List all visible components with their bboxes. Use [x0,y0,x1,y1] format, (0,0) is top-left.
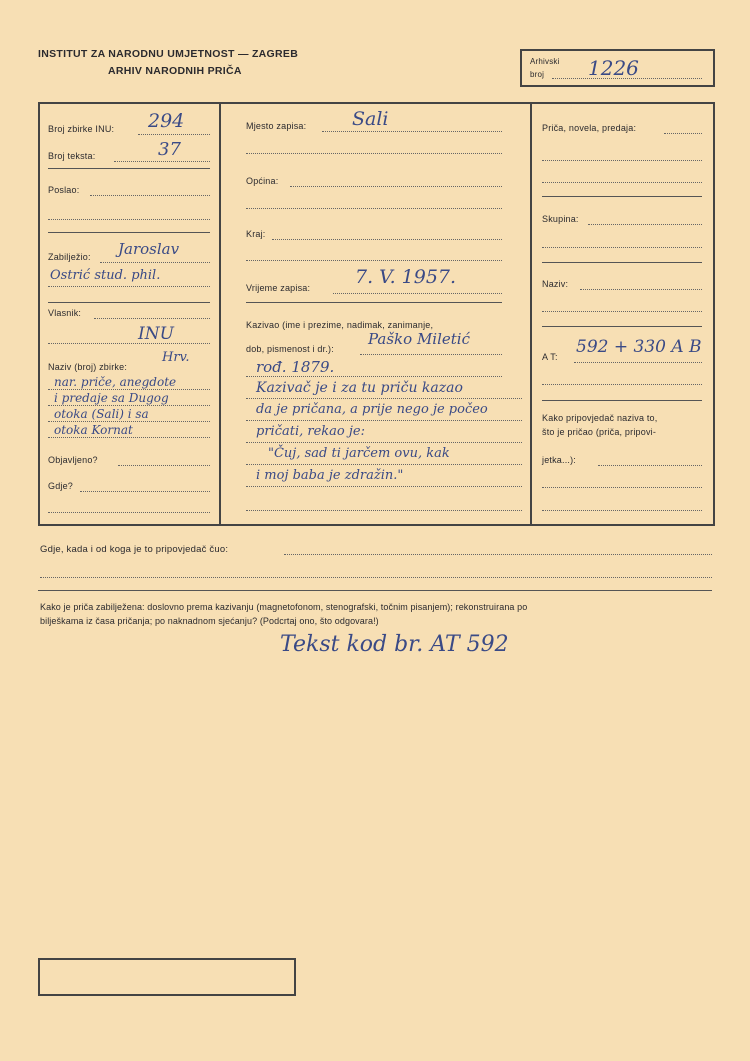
collection-name-value-1: Hrv. [162,350,190,365]
method-text-line-2: bilješkama iz časa pričanja; po naknadnom sjećanju? (Podcrtaj ono, što odgovara!) [40,616,379,626]
narrator-value-1: Paško Miletić [368,330,471,348]
collection-name-label: Naziv (broj) zbirke: [48,362,128,372]
recorded-by-value-1: Jaroslav [118,240,180,258]
collection-name-value-2: nar. priče, anegdote [54,375,177,389]
collection-name-value-4: otoka (Sali) i sa [54,407,149,421]
group-label: Skupina: [542,214,579,224]
owner-value: INU [138,324,174,344]
note-line-5: i moj baba je zdražin." [256,468,404,483]
sent-by-label: Poslao: [48,185,80,195]
place-label: Mjesto zapisa: [246,121,307,131]
title-label: Naziv: [542,279,569,289]
narrator-calls-label-3: jetka...): [542,455,577,465]
date-value: 7. V. 1957. [355,266,457,288]
collection-no-value: 294 [148,110,185,132]
method-text-line-1: Kako je priča zabilježena: doslovno prema kazivanju (magnetofonom, stenografski, točnim pisanjem); rekonstruirana po [40,602,528,612]
method-value: Tekst kod br. AT 592 [280,632,509,657]
main-frame [38,102,715,526]
municipality-label: Općina: [246,176,279,186]
method-text [40,600,720,628]
empty-footer-box [38,958,296,996]
narrator-label-1: Kazivao (ime i prezime, nadimak, zanimanje, [246,320,434,330]
note-line-4: "Čuj, sad ti jarčem ovu, kak [268,446,450,461]
archive-number-label-2: broj [530,70,545,79]
column-divider-left [219,102,221,524]
archive-number-label-1: Arhivski [530,57,560,66]
recorded-by-value-2: Ostrić stud. phil. [50,268,161,283]
archive-title: ARHIV NARODNIH PRIČA [108,65,242,77]
at-label: A T: [542,352,558,362]
where-label: Gdje? [48,481,74,491]
institute-title: INSTITUT ZA NARODNU UMJETNOST — ZAGREB [38,48,299,60]
collection-no-label: Broj zbirke INU: [48,124,115,134]
collection-name-value-5: otoka Kornat [54,423,133,437]
narrator-calls-label-2: što je pričao (priča, pripovi- [542,427,657,437]
narrator-value-2: rođ. 1879. [256,358,335,376]
genre-label: Priča, novela, predaja: [542,123,637,133]
at-value: 592 + 330 A B [576,337,702,357]
published-label: Objavljeno? [48,455,98,465]
recorded-by-label: Zabilježio: [48,252,91,262]
column-divider-right [530,102,532,524]
heard-label: Gdje, kada i od koga je to pripovjedač čuo: [40,544,229,555]
archive-number-line [552,78,702,79]
narrator-label-2: dob, pismenost i dr.): [246,344,334,354]
collection-name-value-3: i predaje sa Dugog [54,391,169,405]
date-label: Vrijeme zapisa: [246,283,311,293]
place-value: Sali [352,108,389,130]
archive-number-value: 1226 [588,56,639,80]
owner-label: Vlasnik: [48,308,82,318]
region-label: Kraj: [246,229,266,239]
note-line-1: Kazivač je i za tu priču kazao [256,380,463,396]
note-line-3: pričati, rekao je: [256,424,365,439]
text-no-value: 37 [158,139,181,160]
text-no-label: Broj teksta: [48,151,96,161]
narrator-calls-label-1: Kako pripovjedač naziva to, [542,413,658,423]
note-line-2: da je pričana, a prije nego je počeo [256,402,488,417]
